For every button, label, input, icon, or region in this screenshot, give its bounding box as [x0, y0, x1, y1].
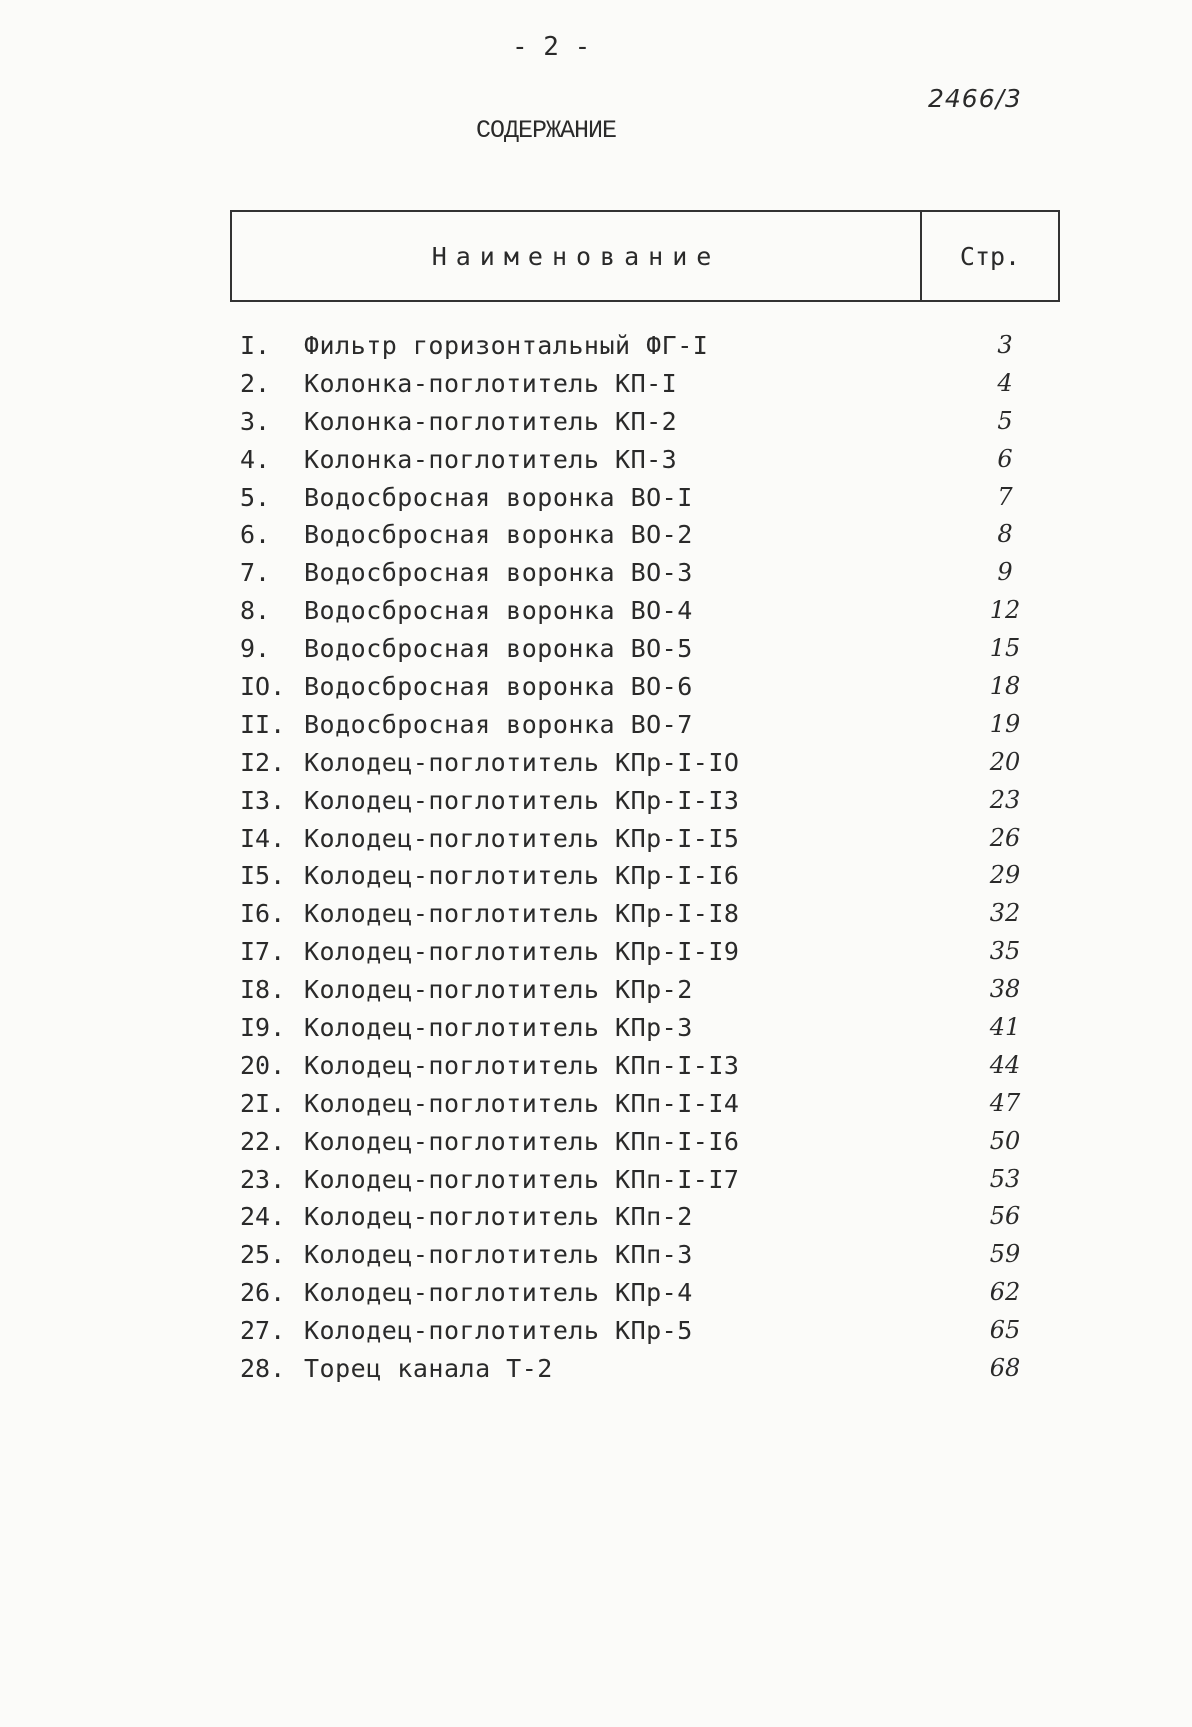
entry-number: I7. [240, 937, 286, 967]
entry-number: 27. [240, 1316, 286, 1346]
entry-title: Колодец-поглотитель КПп-I-I7 [304, 1164, 740, 1194]
entry-page: 3 [997, 331, 1013, 359]
toc-entry [240, 782, 1060, 820]
entry-number: 2I. [240, 1088, 286, 1118]
entry-number: I5. [240, 861, 286, 891]
entry-number: I. [240, 331, 271, 360]
toc-entry [240, 706, 1060, 744]
entry-page: 53 [989, 1164, 1021, 1193]
entry-page: 29 [989, 861, 1021, 890]
entry-number: I8. [240, 975, 286, 1005]
toc-entry [240, 668, 1060, 706]
entry-page: 41 [989, 1013, 1021, 1042]
entry-number: 7. [240, 558, 271, 588]
table-header [230, 210, 1060, 302]
entry-title: Колодец-поглотитель КПр-3 [304, 1013, 693, 1043]
entry-title: Колодец-поглотитель КПр-5 [304, 1316, 693, 1346]
entry-title: Колонка-поглотитель КП-I [304, 368, 678, 398]
entry-number: I9. [240, 1013, 286, 1043]
entry-title: Колодец-поглотитель КПр-I-I6 [304, 861, 740, 891]
toc-entry [240, 744, 1060, 782]
toc-entry [240, 1236, 1060, 1274]
entry-number: 4. [240, 444, 271, 474]
entry-page: 23 [989, 785, 1021, 814]
entry-number: 3. [240, 406, 271, 436]
toc-entry [240, 895, 1060, 933]
entry-number: 22. [240, 1126, 286, 1156]
entry-number: 9. [240, 634, 271, 664]
toc-entry [240, 365, 1060, 403]
toc-entry [240, 933, 1060, 971]
entry-number: 26. [240, 1278, 286, 1308]
toc-entry [240, 516, 1060, 554]
entry-title: Водосбросная воронка ВО-3 [304, 558, 693, 588]
entry-title: Колодец-поглотитель КПр-I-IO [304, 747, 740, 777]
entry-page: 44 [989, 1050, 1021, 1079]
entry-title: Колодец-поглотитель КПр-4 [304, 1278, 693, 1308]
toc-entry [240, 971, 1060, 1009]
entry-page: 65 [989, 1316, 1021, 1345]
entry-title: Колодец-поглотитель КПр-I-I5 [304, 823, 740, 853]
entry-number: 25. [240, 1240, 286, 1270]
entry-title: Водосбросная воронка ВО-I [304, 482, 693, 512]
entry-title: Колодец-поглотитель КПр-I-I9 [304, 937, 740, 967]
toc-entry [240, 1009, 1060, 1047]
toc-entry [240, 857, 1060, 895]
toc-entry [240, 1085, 1060, 1123]
toc-entry [240, 554, 1060, 592]
entry-page: 4 [997, 368, 1013, 397]
entry-title: Водосбросная воронка ВО-6 [304, 672, 693, 702]
entry-number: 28. [240, 1354, 286, 1384]
entry-page: 38 [989, 975, 1021, 1004]
entry-title: Водосбросная воронка ВО-4 [304, 596, 693, 626]
entry-page: 56 [989, 1202, 1021, 1231]
toc-entry [240, 1350, 1060, 1388]
document-code: 2466/3 [928, 84, 1022, 113]
entry-page: 26 [989, 823, 1021, 852]
entry-title: Колодец-поглотитель КПр-I-I8 [304, 899, 740, 929]
entry-number: 24. [240, 1202, 286, 1232]
entry-page: 32 [989, 899, 1021, 928]
toc-entry [240, 630, 1060, 668]
toc-entry [240, 441, 1060, 479]
entry-page: 47 [989, 1088, 1021, 1117]
toc-entry [240, 1161, 1060, 1199]
entry-number: IO. [240, 672, 286, 702]
entry-number: I3. [240, 785, 286, 815]
table-of-contents [240, 327, 1060, 1388]
entry-page: 5 [997, 406, 1013, 435]
entry-number: 23. [240, 1164, 286, 1194]
entry-number: I6. [240, 899, 286, 929]
page-title: СОДЕРЖАНИЕ [475, 116, 617, 145]
toc-entry [240, 1312, 1060, 1350]
toc-entry [240, 1123, 1060, 1161]
entry-number: 5. [240, 482, 271, 512]
entry-page: 8 [997, 520, 1013, 549]
entry-number: I4. [240, 823, 286, 853]
entry-title: Колонка-поглотитель КП-2 [304, 406, 678, 436]
toc-entry [240, 1047, 1060, 1085]
entry-number: 6. [240, 520, 271, 550]
toc-entry [240, 479, 1060, 517]
entry-title: Колодец-поглотитель КПп-I-I3 [304, 1050, 740, 1080]
entry-title: Колодец-поглотитель КПп-I-I6 [304, 1126, 740, 1156]
toc-entry [240, 820, 1060, 858]
toc-entry [240, 1274, 1060, 1312]
toc-entry [240, 327, 1060, 365]
entry-page: 19 [989, 709, 1021, 738]
entry-page: 59 [989, 1240, 1021, 1269]
toc-entry [240, 1198, 1060, 1236]
page-number: - 2 - [512, 32, 591, 62]
entry-number: 20. [240, 1050, 286, 1080]
column-header-page: Стр. [959, 242, 1021, 271]
entry-page: 12 [989, 596, 1021, 625]
entry-title: Колодец-поглотитель КПп-3 [304, 1240, 693, 1270]
entry-title: Колодец-поглотитель КПр-I-I3 [304, 785, 740, 815]
entry-title: Водосбросная воронка ВО-7 [304, 709, 693, 739]
entry-title: Колодец-поглотитель КПп-I-I4 [304, 1088, 740, 1118]
column-header-name: Наименование [431, 242, 721, 271]
toc-entry [240, 592, 1060, 630]
entry-title: Колодец-поглотитель КПр-2 [304, 975, 693, 1005]
entry-title: Фильтр горизонтальный ФГ-I [304, 331, 709, 360]
entry-title: Колонка-поглотитель КП-3 [304, 444, 678, 474]
entry-number: I2. [240, 747, 286, 777]
entry-page: 20 [989, 747, 1021, 776]
entry-page: 7 [997, 482, 1013, 511]
entry-title: Колодец-поглотитель КПп-2 [304, 1202, 693, 1232]
entry-number: 2. [240, 368, 271, 398]
entry-number: II. [240, 709, 286, 739]
entry-title: Торец канала Т-2 [304, 1354, 553, 1384]
entry-page: 50 [989, 1126, 1021, 1155]
entry-number: 8. [240, 596, 271, 626]
entry-page: 9 [997, 558, 1013, 587]
entry-page: 18 [989, 672, 1021, 701]
entry-title: Водосбросная воронка ВО-2 [304, 520, 693, 550]
entry-title: Водосбросная воронка ВО-5 [304, 634, 693, 664]
entry-page: 68 [989, 1354, 1021, 1383]
entry-page: 15 [989, 634, 1021, 663]
toc-entry [240, 403, 1060, 441]
entry-page: 6 [997, 444, 1013, 473]
entry-page: 62 [989, 1278, 1021, 1307]
entry-page: 35 [989, 937, 1021, 966]
